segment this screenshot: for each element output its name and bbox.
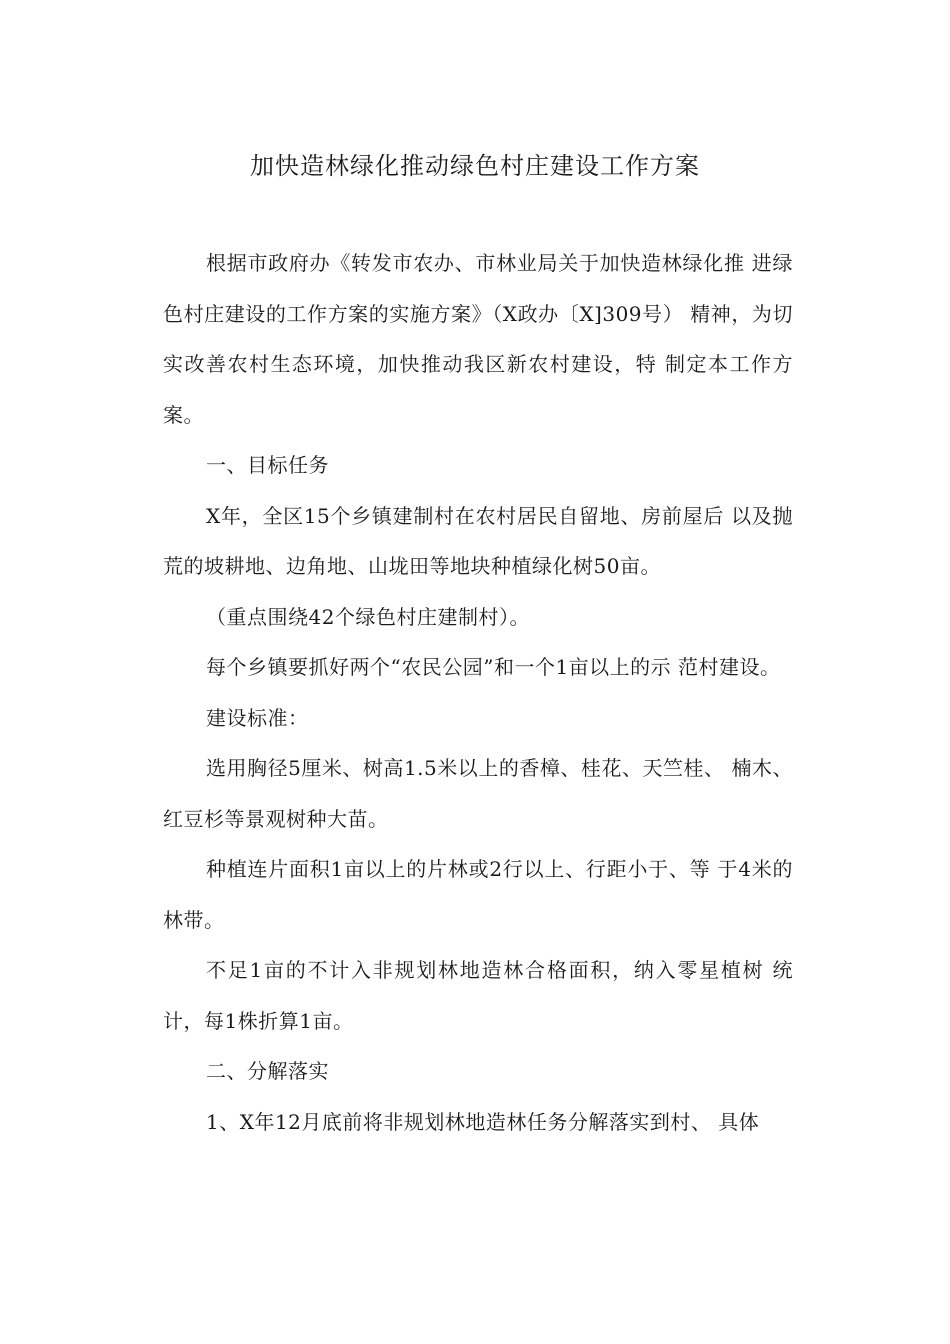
- document-title: 加快造林绿化推动绿色村庄建设工作方案: [250, 152, 700, 180]
- paragraph-standards-heading: 建设标准：: [206, 705, 309, 730]
- paragraph-focus: （重点围绕42个绿色村庄建制村）。: [206, 604, 530, 629]
- paragraph-tree-species: 选用胸径5厘米、树高1.5米以上的香樟、桂花、天竺桂、 楠木、红豆杉等景观树种大苗。: [163, 756, 793, 831]
- paragraph-goal-task: X年，全区15个乡镇建制村在农村居民自留地、房前屋后 以及抛荒的坡耕地、边角地、山垅田等地块种植绿化树50亩。: [163, 503, 793, 578]
- section-heading-goals: 一、目标任务: [206, 453, 329, 477]
- paragraph-breakdown-1: 1、X年12月底前将非规划林地造林任务分解落实到村、 具体: [206, 1109, 760, 1134]
- paragraph-planting-area: 种植连片面积1亩以上的片林或2行以上、行距小于、等 于4米的林带。: [163, 857, 793, 932]
- document-body: [163, 238, 793, 1147]
- paragraph-statistics: 不足1亩的不计入非规划林地造林合格面积，纳入零星植树 统计，每1株折算1亩。: [163, 958, 793, 1033]
- section-heading-breakdown: 二、分解落实: [206, 1059, 329, 1083]
- paragraph-intro: 根据市政府办《转发市农办、市林业局关于加快造林绿化推 进绿色村庄建设的工作方案的实施方案》（X政办〔X]309号） 精神，为切实改善农村生态环境，加快推动我区新农村建设，特 制定本工作方案。: [163, 251, 793, 427]
- paragraph-parks: 每个乡镇要抓好两个“农民公园”和一个1亩以上的示 范村建设。: [206, 655, 781, 679]
